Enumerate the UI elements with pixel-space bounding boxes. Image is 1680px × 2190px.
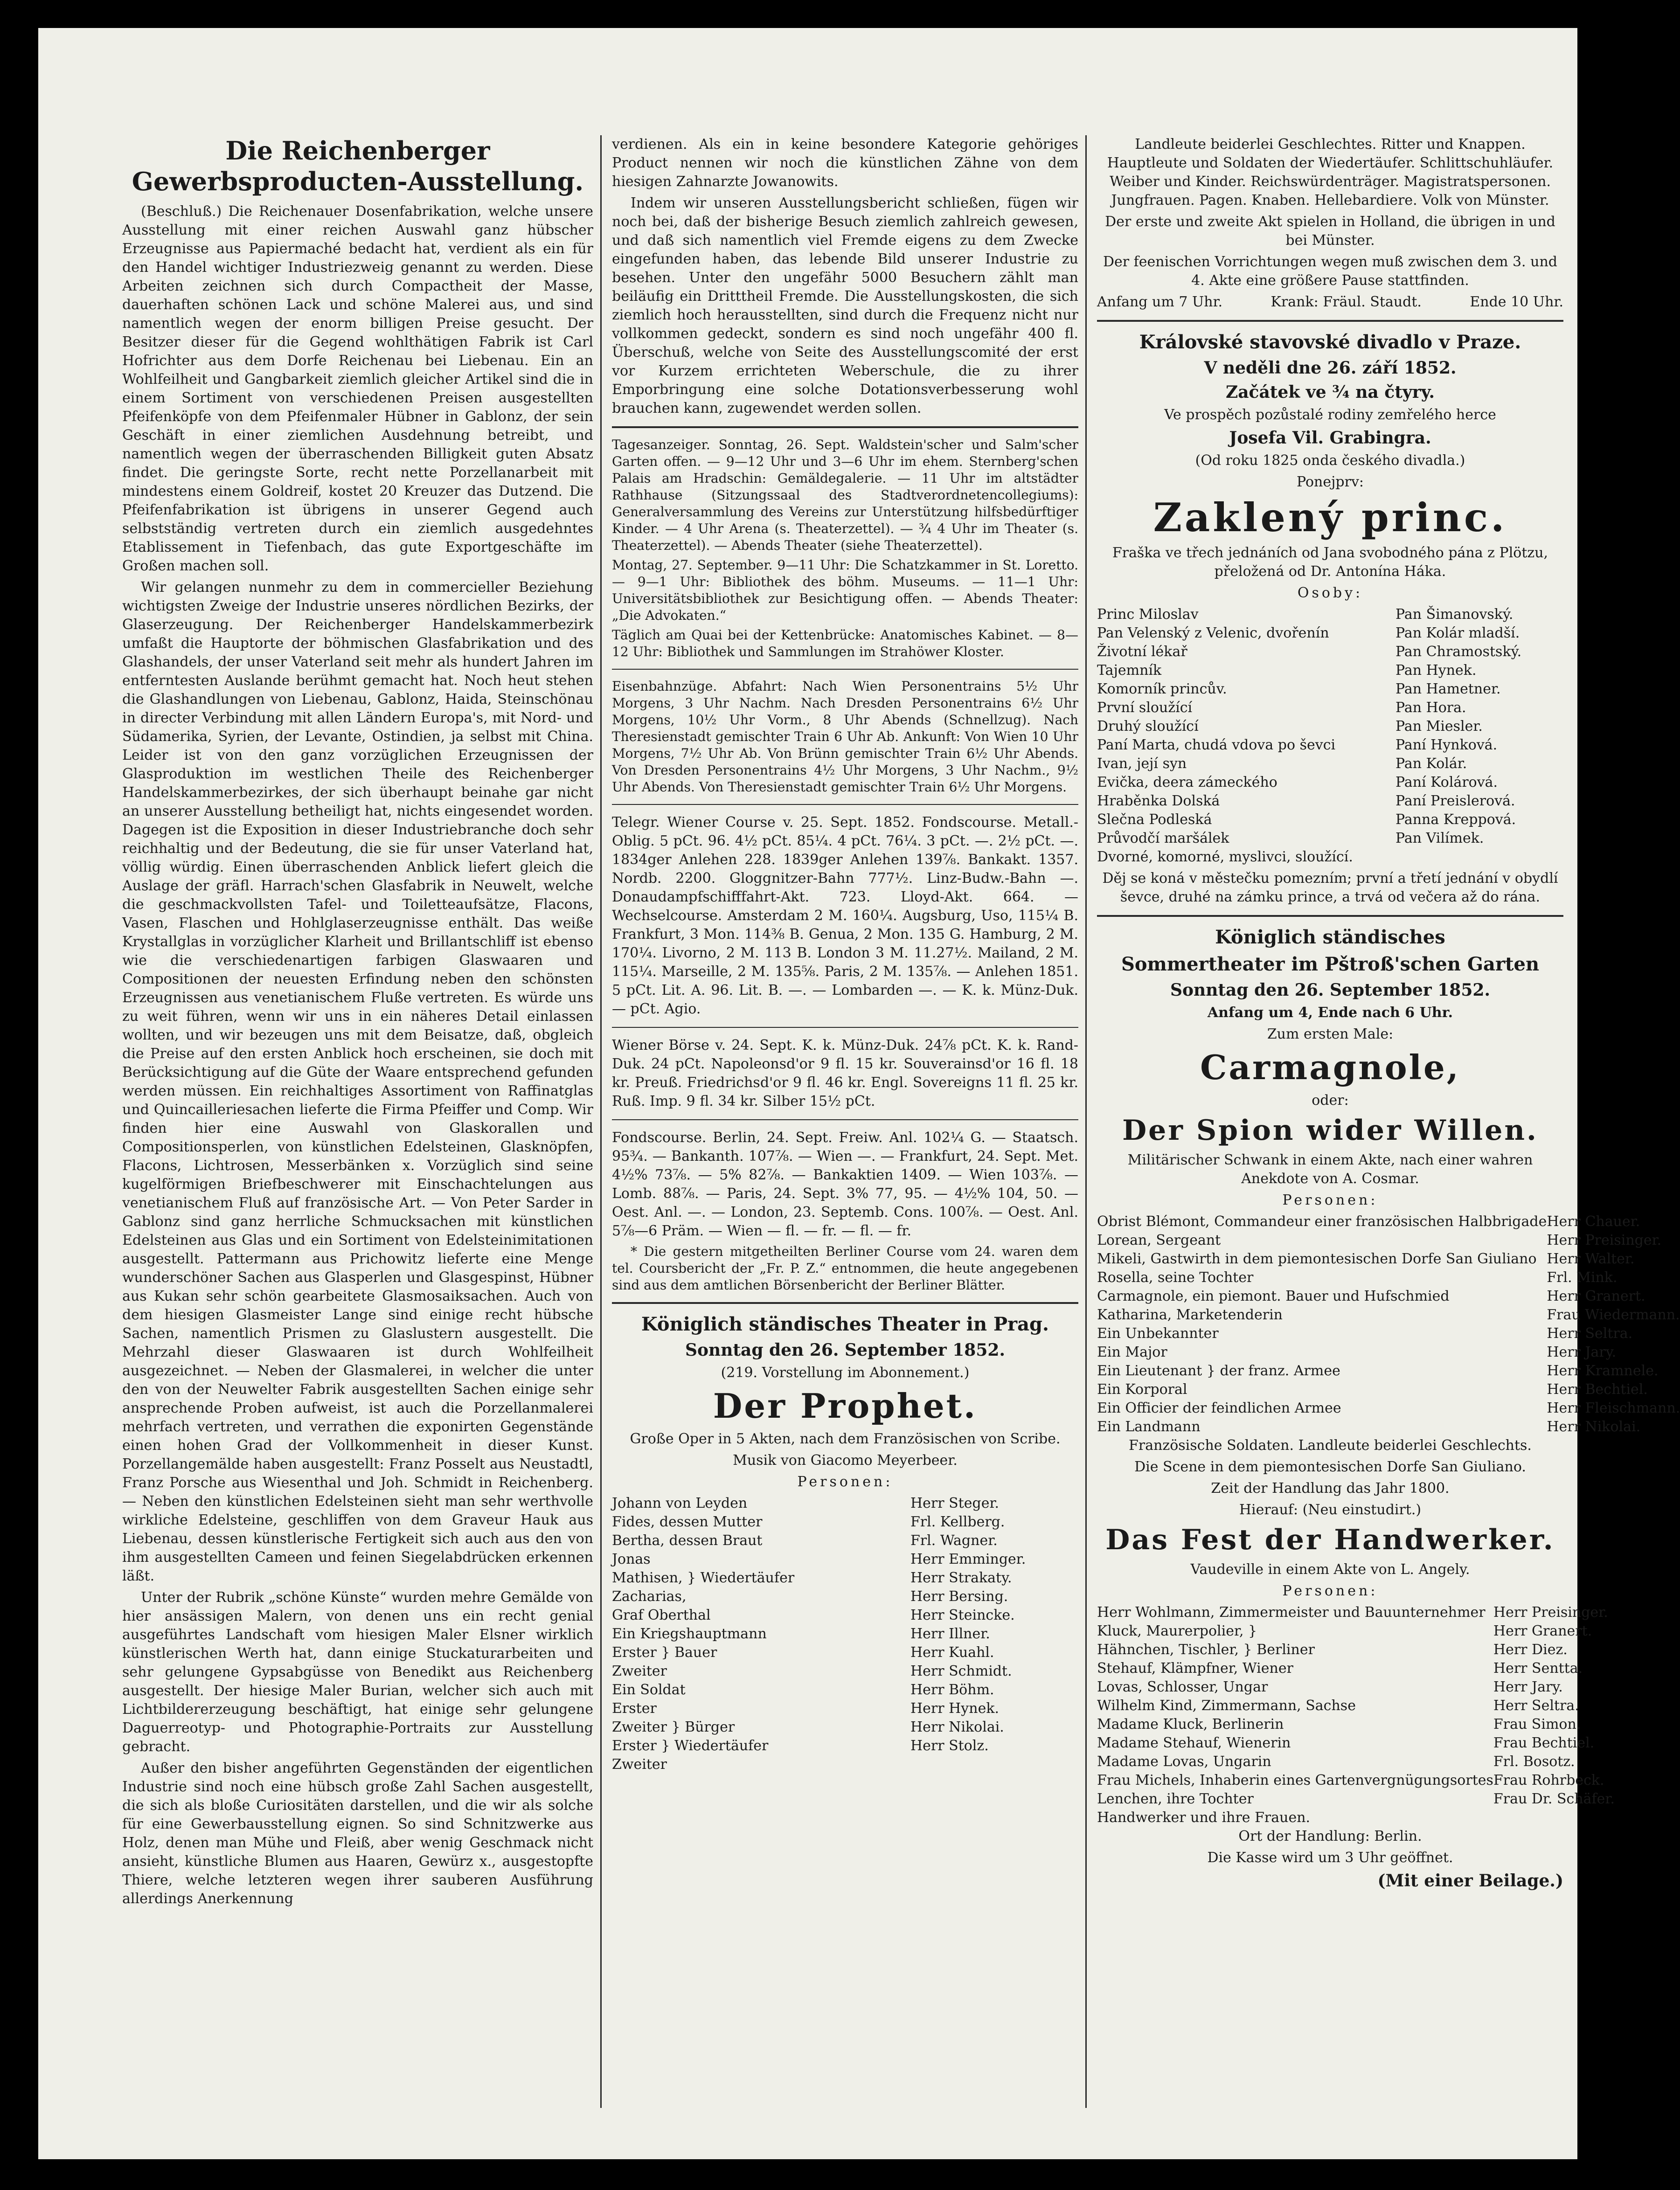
sommer-personen: Personen: — [1282, 1192, 1378, 1208]
cast-row: Životní lékař Pan Chramostský. — [1097, 644, 1522, 660]
cast-row: Ein Korporal Herr Bechtiel. — [1097, 1381, 1648, 1398]
fest-personen: Personen: — [1282, 1583, 1378, 1599]
czech-title: Zaklený princ. — [1153, 494, 1507, 541]
spion-title: Der Spion wider Willen. — [1122, 1114, 1538, 1147]
newspaper-page — [38, 28, 1680, 2159]
prophet-theatre: Königlich ständisches Theater in Prag. — [641, 1313, 1049, 1335]
cast-row: Paní Marta, chudá vdova po ševci Paní Hynková. — [1097, 737, 1498, 753]
sommer-erste: Zum ersten Male: — [1267, 1026, 1394, 1042]
wiener-boerse: Wiener Börse v. 24. Sept. K. k. Münz-Duk. 24⅞ pCt. K. k. Rand-Duk. 24 pCt. Napoleonsd'or 9 fl. 15 kr. Souverainsd'or 16 fl. 18 kr. Preuß. Friedrichsd'or 9 fl. 46 kr. Engl. Sovereigns 11 fl. 25 kr. Ruß. Imp. 9 fl. 34 kr. Silber 15½ pCt. — [612, 1037, 1078, 1109]
section-rule — [612, 1119, 1078, 1120]
czech-osoby: Osoby: — [1297, 585, 1363, 601]
czech-benefit: Ve prospěch pozůstalé rodiny zemřelého herce — [1164, 407, 1496, 423]
tagesanzeiger-text: Täglich am Quai bei der Kettenbrücke: Anatomisches Kabinet. — 8—12 Uhr: Bibliothek und Sammlungen im Strahöwer Kloster. — [612, 627, 1078, 659]
cast-row: Hraběnka Dolská Paní Preislerová. — [1097, 793, 1515, 809]
cast-row: Komorník princův. Pan Hametner. — [1097, 681, 1501, 697]
czech-since: (Od roku 1825 onda českého divadla.) — [1195, 452, 1465, 469]
fondscourse: Fondscourse. Berlin, 24. Sept. Freiw. Anl. 102¼ G. — Staatsch. 95¾. — Bankanth. 107⅞. — Wien —. — Frankfurt, 24. Sept. Met. 4½% 73⅞. — 5% 82⅞. — Bankaktien 1409. — Wien 103⅞. — Lomb. 88⅞. — Paris, 24. Sept. 3% 77, 95. — 4½% 104, 50. — Oest. Anl. —. — London, 23. Septemb. Cons. 100⅞. — Oest. Anl. 5⅞—6 Präm. — Wien — fl. — fr. — fl. — fr. — [612, 1130, 1078, 1239]
cast-row: Graf Oberthal Herr Steincke. — [612, 1607, 1015, 1623]
carmagnole-title: Carmagnole, — [1200, 1047, 1460, 1087]
section-rule — [612, 1302, 1078, 1304]
prophet-setting: Der erste und zweite Akt spielen in Holland, die übrigen in und bei Münster. — [1105, 214, 1555, 249]
cast-row: Madame Lovas, Ungarin Frl. Bosotz. — [1097, 1753, 1575, 1770]
prophet-ensemble: Landleute beiderlei Geschlechtes. Ritter und Knappen. Hauptleute und Soldaten der Wiedertäufer. Schlittschuhläufer. Weiber und Kinder. Reichswürdenträger. Magistratspersonen. Jungfrauen. Pagen. Knaben. Hellebardiere. Volk von Münster. — [1107, 136, 1554, 208]
czech-theatre: Královské stavovské divadlo v Praze. — [1139, 331, 1521, 353]
cast-row: Zweiter Herr Schmidt. — [612, 1663, 1012, 1679]
fest-ort: Ort der Handlung: Berlin. — [1238, 1828, 1422, 1844]
cast-row: Kluck, Maurerpolier, } Herr Granert. — [1097, 1623, 1592, 1639]
course-note: * Die gestern mitgetheilten Berliner Course vom 24. waren dem tel. Coursbericht der „Fr. P. Z.“ entnommen, die heute angegebenen sind aus dem amtlichen Börsenbericht der Berliner Blätter. — [612, 1244, 1078, 1293]
prophet-krank: Krank: Fräul. Staudt. — [1270, 294, 1422, 310]
czech-name: Josefa Vil. Grabingra. — [1229, 428, 1431, 448]
fest-subtitle: Vaudeville in einem Akte von L. Angely. — [1190, 1561, 1470, 1578]
cast-row: Madame Stehauf, Wienerin Frau Bechtiel. — [1097, 1735, 1595, 1751]
column-3 — [1097, 135, 1680, 2113]
cast-row: Mathisen, } Wiedertäufer Herr Strakaty. — [612, 1570, 1012, 1586]
article-paragraph: Indem wir unseren Ausstellungsbericht schließen, fügen wir noch bei, daß der bisherige Besuch ziemlich zahlreich gewesen, und daß sich namentlich viel Fremde eigens zu dem Zwecke eingefunden haben, das lebende Bild unserer Industrie zu besehen. Unter den ungefähr 5000 Besuchern zählt man beiläufig ein Dritttheil Fremde. Die Ausstellungskosten, die sich ziemlich hoch herausstellten, sind durch die Frequenz nicht nur vollkommen gedeckt, sondern es sind noch ungefähr 400 fl. Überschuß, welche von Seite des Ausstellungscomité der erst vor Kurzem errichteten Weberschule, die zu ihrer Emporbringung eine solche Dotationsverbesserung wohl brauchen kann, zugewendet werden sollen. — [612, 195, 1078, 416]
czech-subtitle: Fraška ve třech jednáních od Jana svobodného pána z Plötzu, přeložená od Dr. Antonína Háka. — [1112, 545, 1548, 580]
sommer-house-1: Königlich ständisches — [1215, 926, 1445, 948]
cast-row: Slečna Podleská Panna Kreppová. — [1097, 811, 1516, 828]
cast-row: Zacharias, Herr Bersing. — [612, 1588, 1008, 1605]
carmagnole-cast — [1097, 1213, 1680, 1436]
sommer-anfang: Anfang um 4, Ende nach 6 Uhr. — [1207, 1005, 1453, 1021]
column-1 — [122, 135, 593, 2113]
cast-row: Jonas Herr Emminger. — [612, 1551, 1026, 1567]
cast-row: Ivan, její syn Pan Kolár. — [1097, 755, 1467, 772]
fest-kasse: Die Kasse wird um 3 Uhr geöffnet. — [1207, 1850, 1453, 1866]
czech-ponejprv: Ponejprv: — [1296, 474, 1364, 490]
cast-row: Carmagnole, ein piemont. Bauer und Hufschmied Herr Granert. — [1097, 1288, 1645, 1304]
sommer-extra-1: Französische Soldaten. Landleute beiderlei Geschlechts. — [1129, 1437, 1532, 1454]
article-paragraph: Wir gelangen nunmehr zu dem in commercieller Beziehung wichtigsten Zweige der Industrie unseres nördlichen Bezirks, der Glaserzeugung. Der Reichenberger Handelskammerbezirk umfaßt die Hauptorte der böhmischen Glasfabrikation und des Glashandels, der unser Vaterland seit mehr als hundert Jahren im entferntesten Auslande berühmt gemacht hat. Noch heut stehen die Glashandlungen von Liebenau, Gablonz, Haida, Steinschönau in directer Verbindung mit allen Ländern Europa's, mit Nord- und Südamerika, Syrien, der Levante, Ostindien, ja selbst mit China. Leider ist von den ganz vorzüglichen Erzeugnissen der Glasproduktion im westlichen Theile des Reichenberger Handelskammerbezirkes, der sich überhaupt beinahe gar nicht an unserer Ausstellung betheiligt hat, nichts eingesendet worden. Dagegen ist die Exposition in dieser Industriebranche doch sehr reichhaltig und der Bedeutung, die sie für unser Vaterland hat, völlig würdig. Einen überraschenden Anblick liefert gleich die Auslage der gräfl. Harrach'schen Glasfabrik in Neuwelt, welche die geschmackvollsten Tafel- und Toiletteaufsätze, Flacons, Vasen, Flaschen und Hohlglaserzeugnisse enthält. Das weiße Krystallglas in vorzüglicher Klarheit und Brillantschliff ist ebenso wie die verschiedenartigen farbigen Glaswaaren und Compositionen der neuesten Erfindung neben den schönsten Erzeugnissen aus venetianischem Fluße vertreten. Es würde uns zu weit führen, wenn wir uns in ein näheres Detail einlassen wollten, und wir bezeugen uns mit dem Beisatze, daß, obgleich die Preise auf den ersten Anblick hoch erscheinen, sie doch mit Berücksichtigung auf die Güte der Waare entsprechend gefunden werden müssen. Ein reichhaltiges Assortiment von Raffinatglas und Quincailleriesachen lieferte die Firma Pfeiffer und Comp. Wir finden hier eine Auswahl von Glaskorallen und Compositionsperlen, von künstlichen Edelsteinen, Glasknöpfen, Flacons, Lichtrosen, Messerbänken x. Vorzüglich sind seine kugelförmigen Briefbeschwerer mit Einschachtelungen aus venetianischem Fluß auf französische Art. — Von Peter Sarder in Gablonz sind ganz herrliche Schmucksachen mit künstlichen Edelsteinen aus Glas und ein Sortiment von Edelsteinimitationen ausgestellt. Pattermann aus Prichowitz lieferte eine Menge wunderschöner Sachen aus Glasperlen und Glasgespinst, Hübner aus Kukan sehr schön gearbeitete Glasmosaiksachen. Auch von dem hiesigen Glasmeister Lange sind einige recht hübsche Sachen, namentlich Prismen zu Glaslustern ausgestellt. Die Mehrzahl dieser Glaswaaren ist durch Wohlfeilheit ausgezeichnet. — Neben der Glasmalerei, in welcher die unter den von der Neuwelter Fabrik ausgestellten Sachen einige sehr ansprechende Proben aufweist, ist auch die Porzellanmalerei mehrfach vertreten, und verrathen die exponirten Gegenstände einen hohen Grad der Vollkommenheit in dieser Kunst. Porzellangemälde haben ausgestellt: Franz Posselt aus Neustadtl, Franz Porsche aus Wiesenthal und Joh. Schmidt in Reichenberg. — Neben den künstlichen Edelsteinen sieht man sehr werthvolle wirkliche Edelsteine, geschliffen von dem Graveur Hauk aus Liebenau, dessen künstlerische Fertigkeit sich auch aus den von ihm ausgestellten Cameen und feinen Siegelabdrücken erkennen läßt. — [122, 579, 593, 1584]
cast-row: Stehauf, Klämpfner, Wiener Herr Sentta. — [1097, 1660, 1583, 1677]
cast-row: Herr Wohlmann, Zimmermeister und Bauunternehmer Herr Preisinger. — [1097, 1604, 1608, 1621]
prophet-performance: (219. Vorstellung im Abonnement.) — [721, 1365, 970, 1381]
article-paragraph: Außer den bisher angeführten Gegenständen der eigentlichen Industrie sind noch eine hübsch große Zahl Sachen ausgestellt, die sich als bloße Curiositäten darstellen, und die wir als solche für eine Gewerbausstellung eignen. So sind Schnitzwerke aus Holz, denen man Mühe und Fleiß, aber wenig Geschmack nicht ansieht, künstliche Blumen aus Haaren, Gewürz x., ausgestopfte Thiere, welche letzteren wegen ihrer sauberen Ausführung allerdings Anerkennung — [122, 1760, 593, 1907]
cast-row: Hähnchen, Tischler, } Berliner Herr Diez. — [1097, 1642, 1568, 1658]
cast-row: Handwerker und ihre Frauen. — [1097, 1809, 1311, 1826]
cast-row: Johann von Leyden Herr Steger. — [612, 1495, 1000, 1511]
cast-row: Ein Officier der feindlichen Armee Herr Fleischmann. — [1097, 1400, 1680, 1416]
cast-row: Ein Soldat Herr Böhm. — [612, 1682, 994, 1698]
prophet-subtitle: Große Oper in 5 Akten, nach dem Französischen von Scribe. — [630, 1431, 1061, 1447]
cast-row: První sloužící Pan Hora. — [1097, 700, 1466, 716]
czech-place: Děj se koná v městečku pomezním; první a třetí jednání v obydlí ševce, druhé na zámku prince, a trvá od večera až do rána. — [1102, 870, 1558, 905]
cast-row: Obrist Blémont, Commandeur einer französischen Halbbrigade Herr Chauer. — [1097, 1213, 1640, 1230]
sommer-oder: oder: — [1312, 1092, 1349, 1109]
sommer-extra-3: Zeit der Handlung das Jahr 1800. — [1211, 1480, 1450, 1497]
tagesanzeiger-text: Tagesanzeiger. Sonntag, 26. Sept. Waldstein'scher und Salm'scher Garten offen. — 9—12 Uhr und 3—6 Uhr im ehem. Sternberg'schen Palais am Hradschin: Gemäldegalerie. — 11 Uhr im altstädter Rathhause (Sitzungssaal des Stadtverordnetencollegiums): Generalversammlung des Vereins zur Unterstützung hilfsbedürftiger Kinder. — 4 Uhr Arena (s. Theaterzettel). — ¾ 4 Uhr im Theater (s. Theaterzettel). — Abends Theater (siehe Theaterzettel). — [612, 437, 1078, 553]
cast-row: Frau Michels, Inhaberin eines Gartenvergnügungsortes Frau Rohrbeck. — [1097, 1772, 1604, 1788]
cast-row: Ein Lieutenant } der franz. Armee Herr Kramnele. — [1097, 1363, 1659, 1379]
fest-title: Das Fest der Handwerker. — [1105, 1524, 1555, 1556]
eisenbahn-text: Eisenbahnzüge. Abfahrt: Nach Wien Personentrains 5½ Uhr Morgens, 3 Uhr Nachm. Nach Dresden Personentrains 6½ Uhr Morgens, 10½ Uhr Vorm., 8 Uhr Abends (Schnellzug). Nach Theresienstadt gemischter Train 6 Uhr Ab. Ankunft: Von Wien 10 Uhr Morgens, 7½ Uhr Ab. Von Brünn gemischter Train 6½ Uhr Abends. Von Dresden Personentrains 4½ Uhr Morgens, 3 Uhr Nachm., 9½ Uhr Abends. Von Theresienstadt gemischter Train 6½ Uhr Morgens. — [612, 679, 1078, 795]
prophet-pause: Der feenischen Vorrichtungen wegen muß zwischen dem 3. und 4. Akte eine größere Pause stattfinden. — [1103, 254, 1557, 289]
fest-cast — [1097, 1603, 1615, 1827]
czech-start: Začátek ve ¾ na čtyry. — [1225, 382, 1435, 402]
section-rule — [612, 804, 1078, 805]
sommer-extra-2: Die Scene in dem piemontesischen Dorfe San Giuliano. — [1134, 1459, 1526, 1475]
cast-row: Katharina, Marketenderin Frau Wiedermann. — [1097, 1307, 1680, 1323]
section-rule — [612, 669, 1078, 670]
cast-row: Pan Velenský z Velenic, dvořenín Pan Kolár mladší. — [1097, 625, 1520, 641]
sommer-subtitle: Militärischer Schwank in einem Akte, nach einer wahren Anekdote von A. Cosmar. — [1127, 1152, 1533, 1187]
prophet-anfang: Anfang um 7 Uhr. — [1097, 294, 1223, 310]
article-paragraph: (Beschluß.) Die Reichenauer Dosenfabrikation, welche unsere Ausstellung mit einer reichen Auswahl ganz hübscher Erzeugnisse aus Papiermaché bedacht hat, verdient als ein für den Handel wichtiger Industriezweig genannt zu werden. Diese Arbeiten zeichnen sich durch Compactheit der Masse, dauerhaften schönen Lack und schöne Malerei aus, und sind namentlich wegen der enorm billigen Preise gesucht. Der Besitzer dieser für die Gegend wohlthätigen Fabrik ist Carl Hofrichter aus dem Dorfe Reichenau bei Liebenau. Ein an Wohlfeilheit und Gangbarkeit ziemlich gleicher Artikel sind die in einem Sortiment von verschiedenen Preisen ausgestellten Pfeifenköpfe von dem Pfeifenmaler Hübner in Gablonz, der sein Geschäft in einer ziemlichen Ausdehnung betreibt, und namentlich wegen der überraschenden Billigkeit guten Absatz findet. Die geringste Sorte, recht nette Porzellanarbeit mit mindestens einem Goldreif, kostet 20 Kreuzer das Dutzend. Die Pfeifenfabrikation ist übrigens in unserer Gegend auch selbstständig vertreten durch ein ziemlich ausgedehntes Etablissement in Tiefenbach, das gute Exportgeschäfte im Großen machen soll. — [122, 203, 593, 574]
sommer-date: Sonntag den 26. September 1852. — [1170, 980, 1490, 1000]
prophet-ende: Ende 10 Uhr. — [1470, 294, 1563, 310]
prophet-title: Der Prophet. — [713, 1386, 978, 1426]
cast-row: Druhý sloužící Pan Miesler. — [1097, 718, 1483, 735]
column-rule — [1085, 135, 1087, 2108]
column-2 — [612, 135, 1078, 2113]
czech-date: V neděli dne 26. září 1852. — [1204, 358, 1457, 378]
section-rule — [612, 1027, 1078, 1028]
sommer-house-2: Sommertheater im Pštroß'schen Garten — [1121, 953, 1540, 975]
cast-row: Mikeli, Gastwirth in dem piemontesischen Dorfe San Giuliano Herr Walter. — [1097, 1251, 1635, 1267]
prophet-times — [1097, 293, 1563, 312]
sommer-hierauf: Hierauf: (Neu einstudirt.) — [1239, 1502, 1422, 1518]
prophet-personen: Personen: — [797, 1474, 893, 1490]
prophet-music: Musik von Giacomo Meyerbeer. — [733, 1452, 958, 1469]
czech-extra: Dvorné, komorné, myslivci, sloužící. — [1097, 849, 1353, 865]
cast-row: Rosella, seine Tochter Frl. Mink. — [1097, 1269, 1618, 1286]
cast-row: Zweiter — [612, 1756, 667, 1773]
cast-row: Erster Herr Hynek. — [612, 1700, 1000, 1717]
cast-row: Lovas, Schlosser, Ungar Herr Jary. — [1097, 1679, 1563, 1695]
cast-row: Fides, dessen Mutter Frl. Kellberg. — [612, 1514, 1005, 1530]
wiener-course: Telegr. Wiener Course v. 25. Sept. 1852. Fondscourse. Metall.-Oblig. 5 pCt. 96. 4½ pCt. 85¼. 4 pCt. 76¼. 3 pCt. —. 2½ pCt. —. 1834ger Anlehen 228. 1839ger Anlehen 139⅞. Bankakt. 1357. Nordb. 2200. Gloggnitzer-Bahn 777½. Linz-Budw.-Bahn —. Donaudampfschifffahrt-Akt. 723. Lloyd-Akt. 664. — Wechselcourse. Amsterdam 2 M. 160¼. Augsburg, Uso, 115¼ B. Frankfurt, 3 Mon. 114⅜ B. Genua, 2 Mon. 135 G. Hamburg, 2 M. 170¼. Livorno, 2 M. 113 B. London 3 M. 11.27½. Mailand, 2 M. 115¼. Marseille, 2 M. 135⅝. Paris, 2 M. 135⅞. — Anlehen 1851. 5 pCt. Lit. A. 96. Lit. B. —. — Lombarden —. — K. k. Münz-Duk. — pCt. Agio. — [612, 814, 1078, 1017]
cast-row: Madame Kluck, Berlinerin Frau Simon. — [1097, 1716, 1581, 1733]
article-paragraph: Unter der Rubrik „schöne Künste“ wurden mehre Gemälde von hier ansässigen Malern, von denen uns ein recht genial ausgeführtes Landschaft vom hiesigen Maler Elsner wirklich künstlerischen Werth hat, dann einige Stuckaturarbeiten und sehr gelungene Gypsabgüsse von Benedikt aus Reichenberg ausgestellt. Der hiesige Maler Burian, welcher sich auch mit Lichtbildererzeugung beschäftigt, hat einige sehr gelungene Daguerreotyp- und Photographie-Portraits zur Ausstellung gebracht. — [122, 1589, 593, 1755]
cast-row: Erster } Wiedertäufer Herr Stolz. — [612, 1738, 989, 1754]
beilage-note: (Mit einer Beilage.) — [1377, 1871, 1563, 1891]
cast-row: Bertha, dessen Braut Frl. Wagner. — [612, 1532, 998, 1549]
cast-row: Průvodčí maršálek Pan Vilímek. — [1097, 830, 1484, 846]
article-paragraph: verdienen. Als ein in keine besondere Kategorie gehöriges Product nennen wir noch die künstlichen Zähne von dem hiesigen Zahnarzte Jowanowits. — [612, 136, 1078, 190]
cast-row: Princ Miloslav Pan Šimanovský. — [1097, 606, 1513, 623]
cast-row: Lorean, Sergeant Herr Preisinger. — [1097, 1232, 1662, 1248]
section-rule — [612, 426, 1078, 428]
cast-row: Ein Kriegshauptmann Herr Illner. — [612, 1626, 990, 1642]
tagesanzeiger-text: Montag, 27. September. 9—11 Uhr: Die Schatzkammer in St. Loretto. — 9—1 Uhr: Bibliothek des böhm. Museums. — 11—1 Uhr: Universitätsbibliothek zur Besichtigung offen. — Abends Theater: „Die Advokaten.“ — [612, 557, 1078, 623]
cast-row: Wilhelm Kind, Zimmermann, Sachse Herr Seltra. — [1097, 1698, 1579, 1714]
cast-row: Evička, deera zámeckého Paní Kolárová. — [1097, 774, 1498, 790]
cast-row: Zweiter } Bürger Herr Nikolai. — [612, 1719, 1004, 1735]
cast-row: Ein Unbekannter Herr Seltra. — [1097, 1325, 1633, 1342]
cast-row: Ein Major Herr Jary. — [1097, 1344, 1617, 1360]
cast-row: Tajemník Pan Hynek. — [1097, 662, 1477, 679]
prophet-date: Sonntag den 26. September 1852. — [685, 1340, 1005, 1360]
cast-row: Erster } Bauer Herr Kuahl. — [612, 1644, 994, 1661]
section-rule — [1097, 320, 1563, 322]
cast-row: Lenchen, ihre Tochter Frau Dr. Schäfer. — [1097, 1791, 1615, 1807]
column-rule — [600, 135, 602, 2108]
czech-cast — [1097, 605, 1563, 848]
cast-row: Ein Landmann Herr Nikolai. — [1097, 1419, 1641, 1435]
prophet-cast — [612, 1494, 1078, 1774]
section-rule — [1097, 915, 1563, 917]
article-title: Die Reichenberger Gewerbsproducten-Ausstellung. — [132, 136, 584, 196]
